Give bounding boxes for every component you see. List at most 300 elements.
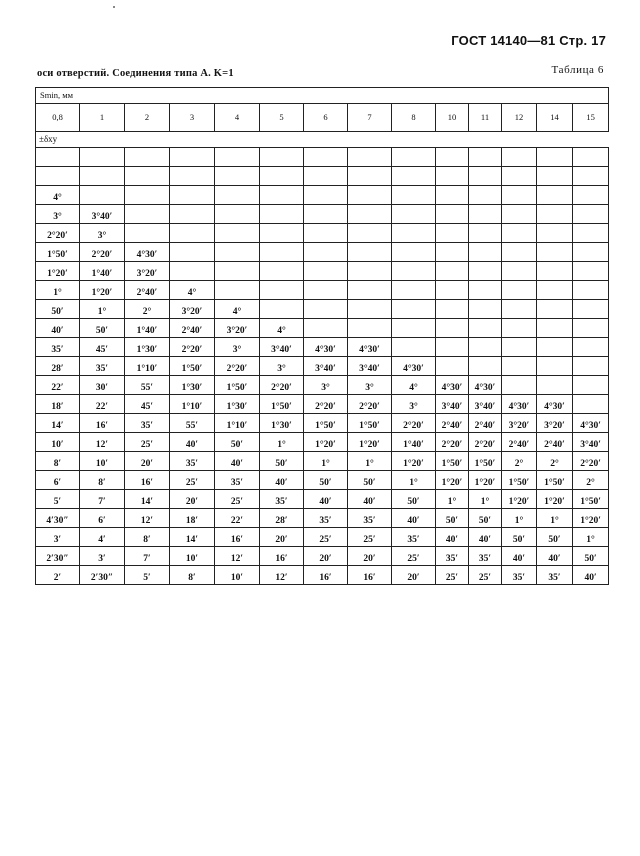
table-cell: 40′ <box>260 471 304 490</box>
table-cell: 25′ <box>392 547 436 566</box>
table-cell: 7′ <box>125 547 170 566</box>
column-header: 5 <box>260 104 304 132</box>
column-header: 6 <box>304 104 348 132</box>
table-cell <box>469 300 502 319</box>
table-cell: 40′ <box>36 319 80 338</box>
table-cell: 50′ <box>392 490 436 509</box>
table-cell: 50′ <box>215 433 260 452</box>
table-cell: 4° <box>392 376 436 395</box>
table-cell <box>80 148 125 167</box>
table-cell <box>392 338 436 357</box>
table-cell: 2°20′ <box>469 433 502 452</box>
table-row <box>36 205 609 224</box>
table-cell <box>215 186 260 205</box>
table-cell: 40′ <box>502 547 537 566</box>
table-cell <box>392 205 436 224</box>
table-row <box>36 566 609 585</box>
table-row <box>36 528 609 547</box>
table-cell: 4°30′ <box>304 338 348 357</box>
table-cell <box>573 357 609 376</box>
table-cell: 50′ <box>260 452 304 471</box>
table-cell: 6′ <box>80 509 125 528</box>
table-cell: 1°20′ <box>348 433 392 452</box>
table-cell: 50′ <box>36 300 80 319</box>
table-row <box>36 319 609 338</box>
table-cell <box>502 357 537 376</box>
page-header: ГОСТ 14140—81 Стр. 17 <box>451 33 606 48</box>
table-cell <box>348 319 392 338</box>
table-cell: 4° <box>215 300 260 319</box>
table-cell <box>573 243 609 262</box>
table-cell <box>573 281 609 300</box>
table-cell <box>392 167 436 186</box>
table-cell <box>537 319 573 338</box>
table-cell: 4°30′ <box>125 243 170 262</box>
table-cell: 40′ <box>436 528 469 547</box>
table-cell <box>170 262 215 281</box>
table-cell <box>215 281 260 300</box>
table-cell <box>304 167 348 186</box>
column-header: 12 <box>502 104 537 132</box>
table-cell: 12′ <box>125 509 170 528</box>
table-body <box>36 88 609 585</box>
table-cell: 1° <box>304 452 348 471</box>
table-cell: 2°20′ <box>304 395 348 414</box>
table-cell <box>348 148 392 167</box>
table-cell: 20′ <box>392 566 436 585</box>
table-cell <box>260 148 304 167</box>
table-cell: 1°40′ <box>125 319 170 338</box>
table-cell: 4′ <box>80 528 125 547</box>
table-cell: 3°40′ <box>469 395 502 414</box>
table-cell <box>170 186 215 205</box>
table-cell: 1°40′ <box>392 433 436 452</box>
table-cell: 25′ <box>348 528 392 547</box>
table-cell: 1°50′ <box>436 452 469 471</box>
table-cell <box>502 148 537 167</box>
table-cell: 35′ <box>436 547 469 566</box>
table-cell <box>573 262 609 281</box>
table-cell <box>215 243 260 262</box>
table-cell <box>436 262 469 281</box>
table-cell: 1°50′ <box>170 357 215 376</box>
table-cell <box>469 262 502 281</box>
table-cell <box>469 243 502 262</box>
table-cell <box>304 300 348 319</box>
table-cell <box>304 224 348 243</box>
table-cell <box>260 300 304 319</box>
table-cell <box>537 148 573 167</box>
table-cell <box>36 148 80 167</box>
table-cell <box>215 148 260 167</box>
table-cell: 2°40′ <box>170 319 215 338</box>
table-cell: 50′ <box>304 471 348 490</box>
table-cell <box>469 167 502 186</box>
table-cell <box>573 167 609 186</box>
table-cell <box>502 167 537 186</box>
table-cell: 50′ <box>537 528 573 547</box>
table-cell: 3°40′ <box>260 338 304 357</box>
table-cell: 3°40′ <box>304 357 348 376</box>
table-cell <box>502 376 537 395</box>
table-cell <box>215 167 260 186</box>
table-cell: 10′ <box>80 452 125 471</box>
table-cell: 35′ <box>36 338 80 357</box>
table-cell: 35′ <box>502 566 537 585</box>
table-cell: 1°20′ <box>304 433 348 452</box>
table-cell: 2°20′ <box>573 452 609 471</box>
table-row <box>36 300 609 319</box>
table-cell: 1°20′ <box>469 471 502 490</box>
table-cell <box>436 281 469 300</box>
table-cell: 12′ <box>215 547 260 566</box>
table-cell: 1° <box>392 471 436 490</box>
table-cell <box>304 148 348 167</box>
table-cell <box>348 300 392 319</box>
column-header: 3 <box>170 104 215 132</box>
table-cell <box>436 224 469 243</box>
tolerance-table <box>35 87 609 585</box>
table-cell: 3° <box>80 224 125 243</box>
table-cell: 40′ <box>304 490 348 509</box>
table-cell: 4° <box>36 186 80 205</box>
table-cell <box>392 186 436 205</box>
table-cell: 10′ <box>170 547 215 566</box>
table-cell: 4° <box>260 319 304 338</box>
table-cell: 3°20′ <box>537 414 573 433</box>
table-cell: 50′ <box>436 509 469 528</box>
table-cell <box>392 319 436 338</box>
table-cell <box>573 376 609 395</box>
table-cell: 22′ <box>36 376 80 395</box>
table-cell: 1°50′ <box>573 490 609 509</box>
table-cell: 1°50′ <box>537 471 573 490</box>
table-cell <box>537 300 573 319</box>
table-cell: 1°30′ <box>215 395 260 414</box>
table-cell <box>502 338 537 357</box>
table-cell <box>392 281 436 300</box>
table-cell: 16′ <box>304 566 348 585</box>
table-cell: 50′ <box>502 528 537 547</box>
table-cell: 3°20′ <box>502 414 537 433</box>
table-number-label: Таблица 6 <box>551 64 604 76</box>
table-row <box>36 262 609 281</box>
column-header: 15 <box>573 104 609 132</box>
table-cell <box>573 186 609 205</box>
tolerance-table-container <box>35 87 608 585</box>
table-cell <box>170 205 215 224</box>
table-cell: 40′ <box>215 452 260 471</box>
table-cell: 7′ <box>80 490 125 509</box>
table-cell <box>348 167 392 186</box>
table-cell: 1° <box>80 300 125 319</box>
table-cell <box>436 167 469 186</box>
table-cell: 2°20′ <box>260 376 304 395</box>
table-row <box>36 509 609 528</box>
table-row <box>36 433 609 452</box>
table-cell: 25′ <box>125 433 170 452</box>
table-cell: 8′ <box>80 471 125 490</box>
table-cell <box>170 243 215 262</box>
table-cell: 35′ <box>170 452 215 471</box>
table-row <box>36 224 609 243</box>
table-cell: 2°20′ <box>436 433 469 452</box>
table-cell: 4°30′ <box>573 414 609 433</box>
table-cell: 10′ <box>36 433 80 452</box>
table-cell: 1° <box>36 281 80 300</box>
table-row <box>36 395 609 414</box>
table-cell: 1° <box>537 509 573 528</box>
table-cell <box>260 205 304 224</box>
table-cell <box>537 376 573 395</box>
table-cell: 4° <box>170 281 215 300</box>
table-cell: 50′ <box>348 471 392 490</box>
table-cell <box>125 186 170 205</box>
table-cell: 2′30″ <box>36 547 80 566</box>
table-cell: 1°50′ <box>260 395 304 414</box>
table-cell: 45′ <box>125 395 170 414</box>
table-cell <box>125 148 170 167</box>
table-cell <box>348 281 392 300</box>
table-cell: 35′ <box>469 547 502 566</box>
table-cell: 45′ <box>80 338 125 357</box>
table-cell: 1°50′ <box>502 471 537 490</box>
table-cell: 30′ <box>80 376 125 395</box>
table-cell: 25′ <box>469 566 502 585</box>
table-cell <box>215 224 260 243</box>
table-cell: 35′ <box>537 566 573 585</box>
table-cell: 2°20′ <box>170 338 215 357</box>
table-cell: 2°20′ <box>392 414 436 433</box>
table-cell <box>260 167 304 186</box>
table-cell <box>436 357 469 376</box>
column-header: 8 <box>392 104 436 132</box>
table-cell: 28′ <box>260 509 304 528</box>
table-row <box>36 167 609 186</box>
table-cell <box>304 281 348 300</box>
table-cell <box>537 186 573 205</box>
table-cell: 1°20′ <box>392 452 436 471</box>
header-row <box>36 104 609 132</box>
table-cell: 2°20′ <box>36 224 80 243</box>
table-cell <box>502 300 537 319</box>
table-cell: 25′ <box>304 528 348 547</box>
smin-row <box>36 88 609 104</box>
table-cell <box>436 338 469 357</box>
table-cell: 1° <box>436 490 469 509</box>
table-cell: 22′ <box>80 395 125 414</box>
table-cell: 8′ <box>170 566 215 585</box>
table-cell: 16′ <box>125 471 170 490</box>
table-cell <box>573 319 609 338</box>
table-cell: 40′ <box>170 433 215 452</box>
table-cell <box>502 319 537 338</box>
table-cell: 1°20′ <box>573 509 609 528</box>
table-cell <box>348 243 392 262</box>
table-cell: 14′ <box>36 414 80 433</box>
table-cell: 2′ <box>36 566 80 585</box>
delta-label: ±δxy <box>36 132 609 148</box>
table-row <box>36 452 609 471</box>
table-cell <box>260 262 304 281</box>
table-cell <box>392 262 436 281</box>
delta-row <box>36 132 609 148</box>
table-cell: 3° <box>304 376 348 395</box>
table-cell <box>537 357 573 376</box>
table-cell: 4°30′ <box>469 376 502 395</box>
table-cell: 1°30′ <box>125 338 170 357</box>
table-cell <box>502 205 537 224</box>
table-cell <box>537 224 573 243</box>
table-cell: 1° <box>573 528 609 547</box>
table-cell: 2°40′ <box>125 281 170 300</box>
table-cell <box>502 186 537 205</box>
column-header: 1 <box>80 104 125 132</box>
table-cell: 2° <box>537 452 573 471</box>
table-cell: 1° <box>502 509 537 528</box>
column-header: 2 <box>125 104 170 132</box>
table-cell: 3°40′ <box>573 433 609 452</box>
table-cell: 35′ <box>392 528 436 547</box>
table-cell <box>304 186 348 205</box>
table-cell: 50′ <box>80 319 125 338</box>
table-cell <box>537 262 573 281</box>
table-cell: 40′ <box>573 566 609 585</box>
table-cell <box>304 262 348 281</box>
table-cell <box>469 148 502 167</box>
table-cell <box>436 300 469 319</box>
table-cell <box>392 148 436 167</box>
table-cell: 3°40′ <box>436 395 469 414</box>
table-cell <box>260 224 304 243</box>
table-cell: 50′ <box>573 547 609 566</box>
table-cell: 35′ <box>80 357 125 376</box>
table-cell: 20′ <box>304 547 348 566</box>
table-cell: 3° <box>215 338 260 357</box>
table-cell <box>573 148 609 167</box>
table-cell: 3° <box>348 376 392 395</box>
table-cell <box>502 281 537 300</box>
table-cell <box>537 281 573 300</box>
table-cell: 5′ <box>125 566 170 585</box>
table-cell: 50′ <box>469 509 502 528</box>
table-cell <box>436 319 469 338</box>
table-cell: 35′ <box>348 509 392 528</box>
table-cell: 25′ <box>436 566 469 585</box>
table-cell <box>260 186 304 205</box>
table-cell <box>170 167 215 186</box>
table-cell: 55′ <box>170 414 215 433</box>
table-cell <box>170 224 215 243</box>
table-cell: 1°20′ <box>36 262 80 281</box>
table-cell: 2° <box>573 471 609 490</box>
table-cell: 8′ <box>125 528 170 547</box>
table-cell: 10′ <box>215 566 260 585</box>
table-cell <box>537 205 573 224</box>
table-cell: 6′ <box>36 471 80 490</box>
table-cell: 4°30′ <box>502 395 537 414</box>
table-cell <box>469 205 502 224</box>
table-cell: 1°20′ <box>436 471 469 490</box>
table-cell: 1°10′ <box>125 357 170 376</box>
table-cell <box>348 224 392 243</box>
table-cell: 1°20′ <box>502 490 537 509</box>
table-cell: 1°50′ <box>215 376 260 395</box>
table-cell <box>502 243 537 262</box>
table-cell <box>537 167 573 186</box>
table-cell: 1°50′ <box>469 452 502 471</box>
table-cell <box>537 243 573 262</box>
table-cell <box>502 224 537 243</box>
table-row <box>36 148 609 167</box>
table-cell: 4′30″ <box>36 509 80 528</box>
table-cell: 3°40′ <box>348 357 392 376</box>
table-cell: 5′ <box>36 490 80 509</box>
table-cell: 12′ <box>260 566 304 585</box>
table-cell: 1°30′ <box>170 376 215 395</box>
table-cell: 18′ <box>170 509 215 528</box>
table-cell <box>436 148 469 167</box>
table-cell: 16′ <box>215 528 260 547</box>
table-cell <box>348 205 392 224</box>
table-cell: 40′ <box>469 528 502 547</box>
table-cell: 40′ <box>348 490 392 509</box>
table-cell: 35′ <box>260 490 304 509</box>
table-cell <box>502 262 537 281</box>
table-cell: 20′ <box>125 452 170 471</box>
table-cell: 20′ <box>260 528 304 547</box>
table-row <box>36 186 609 205</box>
table-cell: 3°40′ <box>80 205 125 224</box>
table-cell <box>469 281 502 300</box>
table-cell: 22′ <box>215 509 260 528</box>
table-cell: 20′ <box>348 547 392 566</box>
table-cell: 4°30′ <box>436 376 469 395</box>
table-cell <box>392 300 436 319</box>
table-cell: 16′ <box>260 547 304 566</box>
table-cell: 4°30′ <box>348 338 392 357</box>
table-cell <box>215 205 260 224</box>
table-cell: 1° <box>469 490 502 509</box>
table-cell <box>170 148 215 167</box>
table-cell <box>125 205 170 224</box>
table-cell <box>573 205 609 224</box>
table-cell <box>260 281 304 300</box>
table-cell: 35′ <box>125 414 170 433</box>
table-row <box>36 338 609 357</box>
table-cell: 4°30′ <box>537 395 573 414</box>
table-cell <box>537 338 573 357</box>
table-cell <box>573 224 609 243</box>
table-cell <box>469 186 502 205</box>
column-header: 10 <box>436 104 469 132</box>
table-row <box>36 376 609 395</box>
table-cell <box>348 186 392 205</box>
column-header: 7 <box>348 104 392 132</box>
table-cell <box>436 205 469 224</box>
table-caption: оси отверстий. Соединения типа А. K=1 <box>37 68 234 79</box>
table-cell: 2° <box>125 300 170 319</box>
table-cell: 1° <box>260 433 304 452</box>
table-cell <box>436 186 469 205</box>
table-row <box>36 490 609 509</box>
table-cell: 2° <box>502 452 537 471</box>
table-cell <box>392 224 436 243</box>
column-header: 0,8 <box>36 104 80 132</box>
table-cell: 40′ <box>537 547 573 566</box>
table-cell: 2°20′ <box>348 395 392 414</box>
scan-speck <box>113 6 115 8</box>
